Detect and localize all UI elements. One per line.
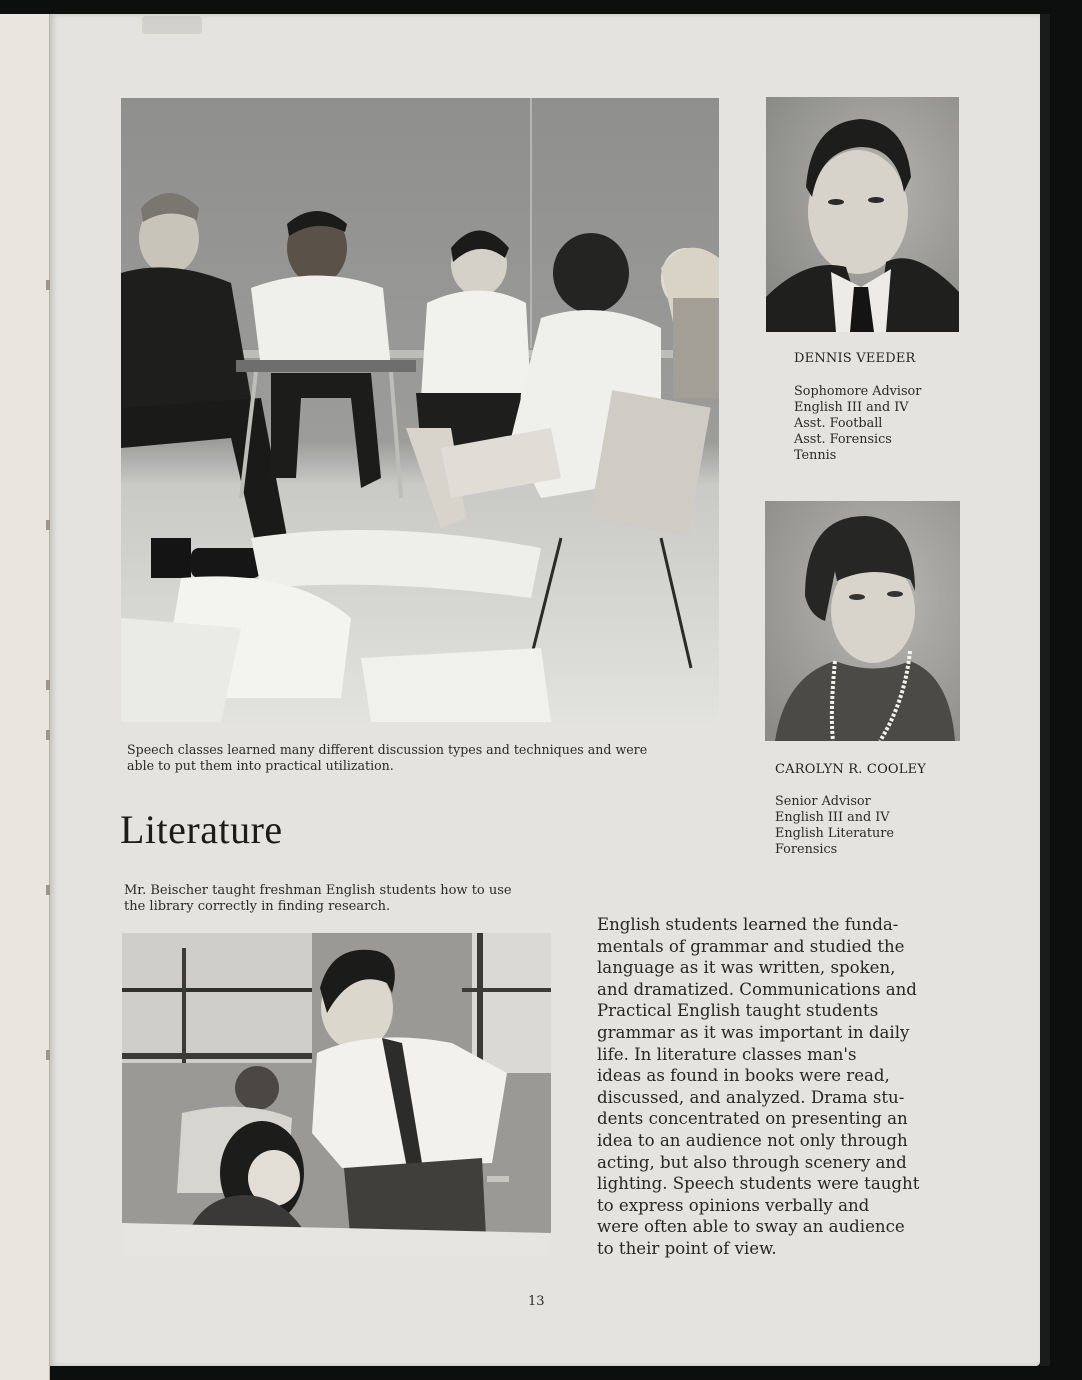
- body-line: Practical English taught students: [597, 1001, 879, 1021]
- body-line: mentals of grammar and studied the: [597, 936, 905, 956]
- faculty-name: DENNIS VEEDER: [794, 351, 916, 366]
- body-line: lighting. Speech students were taught: [597, 1174, 920, 1194]
- faculty-name: CAROLYN R. COOLEY: [775, 762, 927, 777]
- body-line: to express opinions verbally and: [597, 1195, 870, 1215]
- role-item: Asst. Football: [794, 416, 883, 431]
- faculty-roles: [794, 384, 921, 464]
- facing-page-edge: [0, 14, 50, 1380]
- body-line: were often able to sway an audience: [597, 1217, 905, 1237]
- role-item: Senior Advisor: [775, 794, 871, 809]
- role-item: English Literature: [775, 826, 894, 841]
- page-number: 13: [528, 1294, 545, 1309]
- portrait-carolyn-cooley: [765, 501, 960, 741]
- portrait-image: [765, 501, 960, 741]
- role-item: English III and IV: [775, 810, 890, 825]
- caption-line: able to put them into practical utilization.: [127, 758, 394, 773]
- speech-class-caption: [127, 742, 647, 774]
- page-smudge: [142, 16, 202, 34]
- portrait-image: [766, 97, 959, 332]
- page-shadow-edge: [1040, 14, 1050, 1366]
- body-line: English students learned the funda-: [597, 915, 899, 934]
- role-item: Sophomore Advisor: [794, 384, 922, 399]
- faculty-roles: [775, 794, 894, 858]
- role-item: English III and IV: [794, 400, 909, 415]
- caption-line: Speech classes learned many different discussion types and techniques and were: [127, 742, 648, 757]
- section-heading: Literature: [120, 807, 283, 852]
- caption-line: the library correctly in finding research.: [124, 899, 391, 914]
- library-class-photo: [122, 933, 551, 1256]
- body-line: language as it was written, spoken,: [597, 958, 896, 978]
- body-line: dents concentrated on presenting an: [597, 1109, 908, 1129]
- body-line: to their point of view.: [597, 1238, 777, 1258]
- body-line: and dramatized. Communications and: [597, 979, 917, 999]
- role-item: Forensics: [775, 842, 838, 857]
- body-line: ideas as found in books were read,: [597, 1066, 890, 1086]
- role-item: Asst. Forensics: [794, 432, 892, 447]
- speech-class-photo-image: [121, 98, 719, 722]
- portrait-dennis-veeder: [766, 97, 959, 332]
- body-line: life. In literature classes man's: [597, 1044, 857, 1064]
- body-line: idea to an audience not only through: [597, 1130, 908, 1150]
- role-item: Tennis: [794, 448, 837, 463]
- speech-class-photo: [121, 98, 719, 722]
- caption-line: Mr. Beischer taught freshman English students how to use: [124, 883, 512, 898]
- article-body: [597, 914, 967, 1260]
- body-line: discussed, and analyzed. Drama stu-: [597, 1087, 905, 1107]
- library-class-photo-image: [122, 933, 551, 1256]
- library-class-caption: [124, 883, 512, 915]
- body-line: acting, but also through scenery and: [597, 1152, 907, 1172]
- body-line: grammar as it was important in daily: [597, 1022, 910, 1042]
